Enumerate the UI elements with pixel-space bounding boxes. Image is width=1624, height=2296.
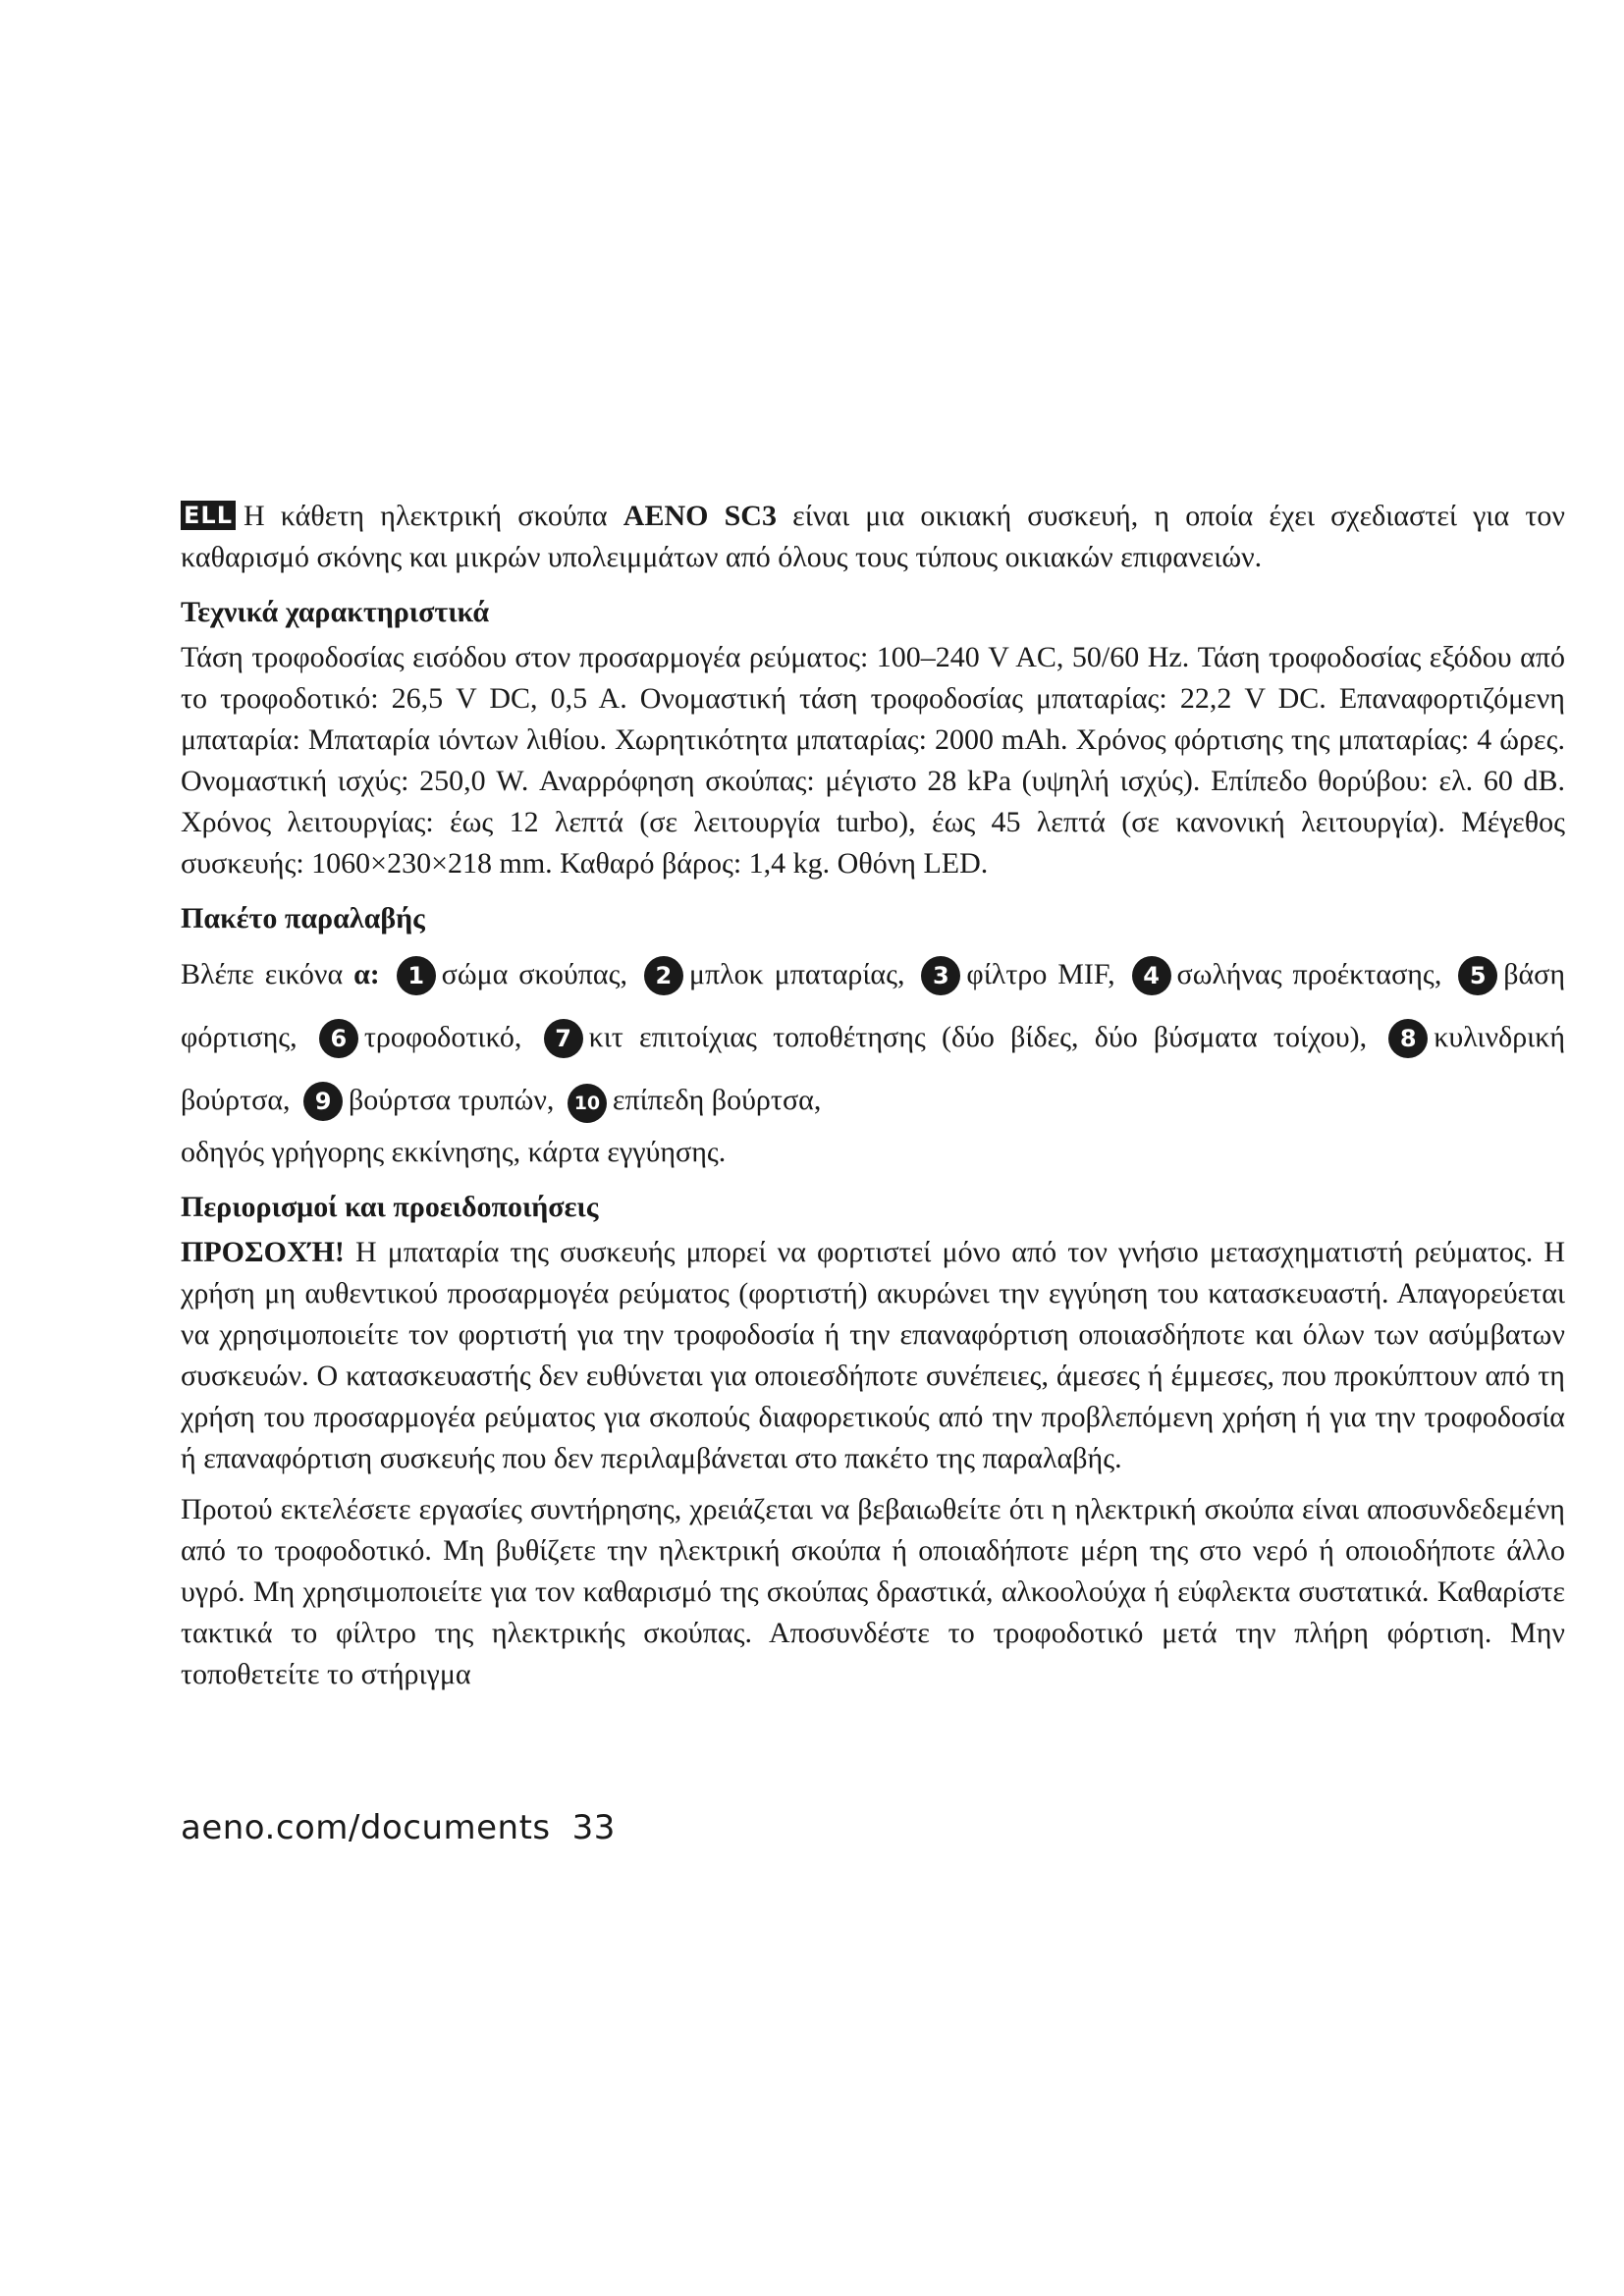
intro-text-after: είναι μια οικιακή συσκευή, η οποία έχει σχεδιαστεί για τον καθαρισμό σκόνης και μικρών υπολειμμάτων από όλους τους τύπους οικιακών επιφανειών. bbox=[181, 500, 1565, 573]
footer-url: aeno.com/documents bbox=[181, 1808, 551, 1847]
package-item-label: βούρτσα τρυπών, bbox=[349, 1084, 555, 1116]
package-item-label: σωλήνας προέκτασης, bbox=[1176, 958, 1442, 990]
package-item-label: τροφοδοτικό, bbox=[363, 1021, 522, 1053]
package-tail: οδηγός γρήγορης εκκίνησης, κάρτα εγγύησης. bbox=[181, 1136, 727, 1168]
number-10-icon: 10 bbox=[568, 1084, 607, 1123]
number-2-icon: 2 bbox=[644, 956, 683, 995]
number-3-icon: 3 bbox=[921, 956, 960, 995]
language-badge: ELL bbox=[181, 501, 236, 530]
warnings-heading: Περιορισμοί και προειδοποιήσεις bbox=[181, 1191, 599, 1223]
warnings-paragraph-2: Προτού εκτελέσετε εργασίες συντήρησης, χρειάζεται να βεβαιωθείτε ότι η ηλεκτρική σκούπα είναι αποσυνδεδεμένη από το τροφοδοτικό. Μη βυθίζετε την ηλεκτρική σκούπα ή οποιαδήποτε μέρη της στο νερό ή οποιοδήποτε άλλο υγρό. Μη χρησιμοποιείτε για τον καθαρισμό της σκούπας δραστικά, αλκοολούχα ή εύφλεκτα συστατικά. Καθαρίστε τακτικά το φίλτρο της ηλεκτρικής σκούπας. Αποσυνδέστε το τροφοδοτικό μετά την πλήρη φόρτιση. Μην τοποθετείτε το στήριγμα bbox=[181, 1493, 1565, 1690]
number-7-icon: 7 bbox=[544, 1019, 583, 1058]
package-paragraph bbox=[181, 943, 1565, 1132]
number-1-icon: 1 bbox=[397, 956, 436, 995]
figure-ref: α: bbox=[353, 958, 380, 990]
number-5-icon: 5 bbox=[1458, 956, 1497, 995]
product-name: AENO SC3 bbox=[623, 500, 777, 532]
package-item-label: μπλοκ μπαταρίας, bbox=[688, 958, 905, 990]
warnings-text-1: Η μπαταρία της συσκευής μπορεί να φορτιστεί μόνο από τον γνήσιο μετασχηματιστή ρεύματος. Η χρήση μη αυθεντικού προσαρμογέα ρεύματος (φορτιστή) ακυρώνει την εγγύηση του κατασκευαστή. Απαγορεύεται να χρησιμοποιείτε τον φορτιστή για την τροφοδοσία ή την επαναφόρτιση οποιασδήποτε και όλων των ασύμβατων συσκευών. Ο κατασκευαστής δεν ευθύνεται για οποιεσδήποτε συνέπειες, άμεσες ή έμμεσες, που προκύπτουν από τη χρήση του προσαρμογέα ρεύματος για σκοπούς διαφορετικούς από την προβλεπόμενη χρήση ή για την τροφοδοσία ή επαναφόρτιση συσκευής που δεν περιλαμβάνεται στο πακέτο της παραλαβής. bbox=[181, 1236, 1565, 1474]
specs-paragraph: Τάση τροφοδοσίας εισόδου στον προσαρμογέα ρεύματος: 100–240 V AC, 50/60 Hz. Τάση τροφοδοσίας εξόδου από το τροφοδοτικό: 26,5 V DC, 0,5 A. Ονομαστική τάση τροφοδοσίας μπαταρίας: 22,2 V DC. Επαναφορτιζόμενη μπαταρία: Μπαταρία ιόντων λιθίου. Χωρητικότητα μπαταρίας: 2000 mAh. Χρόνος φόρτισης της μπαταρίας: 4 ώρες. Ονομαστική ισχύς: 250,0 W. Αναρρόφηση σκούπας: μέγιστο 28 kPa (υψηλή ισχύς). Επίπεδο θορύβου: ελ. 60 dB. Χρόνος λειτουργίας: έως 12 λεπτά (σε λειτουργία turbo), έως 45 λεπτά (σε κανονική λειτουργία). Μέγεθος συσκευής: 1060×230×218 mm. Καθαρό βάρος: 1,4 kg. Οθόνη LED. bbox=[181, 641, 1565, 880]
package-item-label: βάση φόρτισης, bbox=[181, 958, 1566, 1053]
package-item-label: κυλινδρική βούρτσα, bbox=[181, 1021, 1566, 1116]
package-item-label: επίπεδη βούρτσα, bbox=[612, 1084, 822, 1116]
package-heading: Πακέτο παραλαβής bbox=[181, 902, 425, 934]
intro-paragraph bbox=[181, 496, 1565, 578]
number-8-icon: 8 bbox=[1388, 1019, 1428, 1058]
page-footer bbox=[181, 1808, 616, 1847]
package-item-label: κιτ επιτοίχιας τοποθέτησης (δύο βίδες, δύο βύσματα τοίχου), bbox=[588, 1021, 1368, 1053]
package-item-label: φίλτρο MIF, bbox=[966, 958, 1115, 990]
number-6-icon: 6 bbox=[319, 1019, 358, 1058]
warnings-paragraph-1 bbox=[181, 1232, 1565, 1479]
package-lead: Βλέπε εικόνα bbox=[181, 958, 354, 990]
number-9-icon: 9 bbox=[303, 1082, 343, 1121]
page-number: 33 bbox=[571, 1808, 616, 1847]
document-body bbox=[181, 496, 1565, 1695]
specs-heading: Τεχνικά χαρακτηριστικά bbox=[181, 596, 490, 628]
number-4-icon: 4 bbox=[1132, 956, 1171, 995]
package-item-label: σώμα σκούπας, bbox=[441, 958, 627, 990]
intro-text-before: Η κάθετη ηλεκτρική σκούπα bbox=[243, 500, 623, 532]
caution-label: ΠΡΟΣΟΧΉ! bbox=[181, 1236, 345, 1268]
